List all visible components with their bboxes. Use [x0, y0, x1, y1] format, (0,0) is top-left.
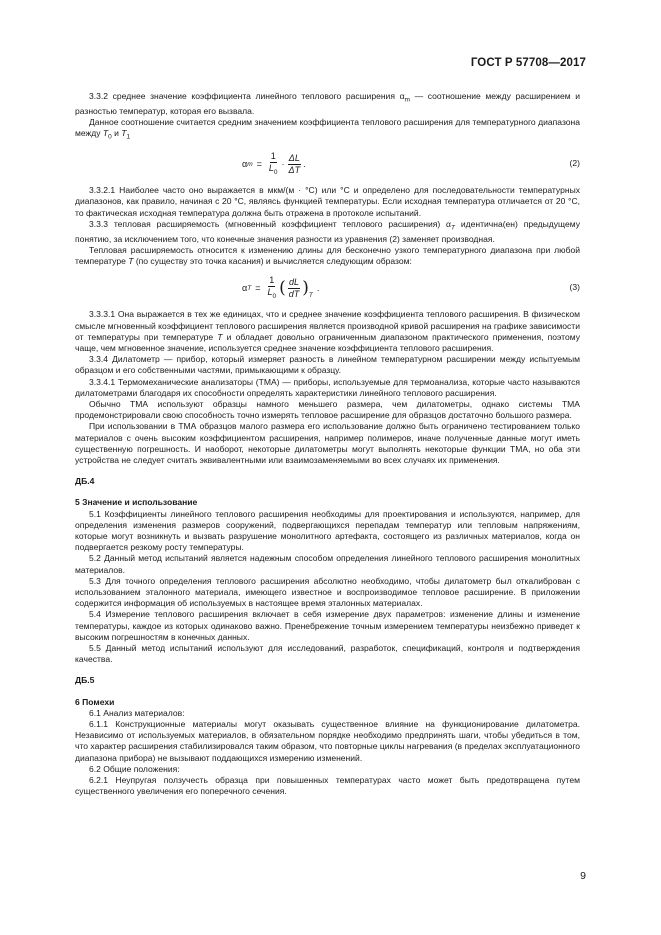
document-header: ГОСТ Р 57708—2017	[470, 57, 586, 69]
equation-2-formula: α m = $\frac{1}{L_0}$ · $\frac{\Delta L}{\Delta T}$ .	[242, 150, 306, 176]
page-number: 9	[580, 870, 586, 882]
paragraph-mean-definition: Данное соотношение считается средним значением коэффициента теплового расширения для температурного диапазона между $T_0$ и $T_1$	[75, 117, 580, 142]
paragraph-3-3-3-1: 3.3.3.1 Она выражается в тех же единицах, что и среднее значение коэффициента теплового расширения. В физическом смысле мгновенный коэффициент теплового расширения является производной кривой расширения на графике зависимости от температуры при температуре T и обладает довольно ограниченным диапазоном практического применения, поэтому чаще, чем мгновенное значение, используется среднее значение коэффициента теплового расширения.	[75, 309, 580, 353]
paragraph-6-2-1: 6.2.1 Неупругая ползучесть образца при повышенных температурах часто может быть предотвращена путем существенного увеличения его поперечного сечения.	[75, 775, 580, 797]
paragraph-3-3-2-1: 3.3.2.1 Наиболее часто оно выражается в мкм/(м · °С) или °С и определено для последовательности температурных диапазонов, как правило, начиная с 20 °С, являясь функцией температуры. Если исходная температура отличается от 20 °С, то фактическая исходная температура должна быть отражена в протоколе испытаний.	[75, 185, 580, 218]
paragraph-3-3-2: 3.3.2 среднее значение коэффициента линейного теплового расширения $\alpha_m$ — соотношение между расширением и разностью температур, которая его вызвала.	[75, 91, 580, 116]
paragraph-tma-samples: Обычно ТМА используют образцы намного меньшего размера, чем дилатометры, однако системы ТМА продемонстрировали свою способность точно измерять тепловое расширение для образцов достаточно большого размера.	[75, 398, 580, 421]
paragraph-3-3-4-1: 3.3.4.1 Термомеханические анализаторы (ТМА) — приборы, используемые для термоанализа, которые часто называются дилатометрами благодаря их способности определять характеристики линейного теплового расширения.	[75, 376, 580, 398]
paragraph-5-4: 5.4 Измерение теплового расширения включает в себя измерение двух параметров: изменение длины и изменение температуры, каждое из которых одинаково важно. Пренебрежение точным измерением температуры неизбежно приведет к высоким погрешностям в конечных данных.	[75, 609, 580, 642]
section-6-title: 6 Помехи	[75, 696, 115, 707]
paragraph-3-3-4: 3.3.4 Дилатометр — прибор, который измеряет разность в линейном температурном расширении между испытуемым образцом и его собственными частями, примыкающими к образцу.	[75, 354, 580, 376]
equation-2	[75, 147, 580, 181]
fraction-dl-dt: $\frac{dL}{dT}$	[288, 276, 300, 299]
section-db5: ДБ.5	[75, 675, 95, 686]
paragraph-tma-limits: При использовании в ТМА образцов малого размера его использование должно быть ограничено тестированием только материалов с очень высоким коэффициентом расширения, например полимеров, иначе полученные данные могут иметь существенную погрешность. И наоборот, некоторые дилатометры могут выполнять некоторые функции ТМА, но оба эти устройства не следует считать эквивалентными или взаимозаменяемыми во всех случаях их применения.	[75, 421, 580, 465]
paragraph-5-3: 5.3 Для точного определения теплового расширения абсолютно необходимо, чтобы дилатометр был откалиброван с использованием эталонного материала, имеющего известное и воспроизводимое тепловое расширение. В приложении содержится информация об используемых в настоящее время эталонных материалах.	[75, 575, 580, 609]
paragraph-3-3-3: 3.3.3 тепловая расширяемость (мгновенный коэффициент теплового расширения) $\alpha_T$ идентична(ен) предыдущему понятию, за исключением того, что конечные значения разности из уравнения (2) заменяет производная.	[75, 218, 580, 244]
paragraph-expansivity: Тепловая расширяемость относится к изменению длины для бесконечно узкого температурного диапазона при любой температуре T (по существу это точка касания) и вычисляется следующим образом:	[75, 244, 580, 267]
equation-3-number: (3)	[569, 282, 580, 293]
paragraph-6-2: 6.2 Общие положения:	[89, 763, 180, 774]
paragraph-5-5: 5.5 Данный метод испытаний используют для исследований, разработок, спецификаций, контроля и подтверждения качества.	[75, 643, 580, 665]
fraction-1-over-l0: $\frac{1}{L_0}$	[268, 150, 278, 176]
section-5-title: 5 Значение и использование	[75, 497, 198, 508]
equation-2-number: (2)	[569, 158, 580, 169]
page-body	[75, 91, 580, 797]
section-db4: ДБ.4	[75, 476, 95, 487]
equation-3-formula: α T = $\frac{1}{L_0}$ ( $\frac{dL}{dT}$ ) $_T$ .	[242, 274, 320, 300]
paragraph-6-1-1: 6.1.1 Конструкционные материалы могут оказывать существенное влияние на функционирование дилатометра. Независимо от используемых материалов, в обязательном порядке необходимо предпринять шаги, чтобы убедиться в том, что характер расширения стабилизировался таким образом, что повторные циклы нагревания (в пределах эксплуатационного диапазона прибора) не вызывают поддающихся измерению изменений.	[75, 719, 580, 763]
fraction-1-over-l0: $\frac{1}{L_0}$	[267, 274, 277, 300]
paragraph-5-1: 5.1 Коэффициенты линейного теплового расширения необходимы для проектирования и используются, например, для определения изменения размеров сооружений, подвергающихся перепадам температур или тепловым напряжениям, которые могут возникнуть и вызвать разрушение монолитного артефакта, состоящего из различных материалов, когда он подвергается резкому росту температуры.	[75, 508, 580, 553]
paragraph-6-1: 6.1 Анализ материалов:	[89, 707, 185, 718]
equation-3	[75, 271, 580, 305]
paragraph-5-2: 5.2 Данный метод испытаний является надежным способом определения линейного теплового расширения монолитных материалов.	[75, 553, 580, 575]
fraction-delta-l-delta-t: $\frac{\Delta L}{\Delta T}$	[288, 152, 301, 175]
